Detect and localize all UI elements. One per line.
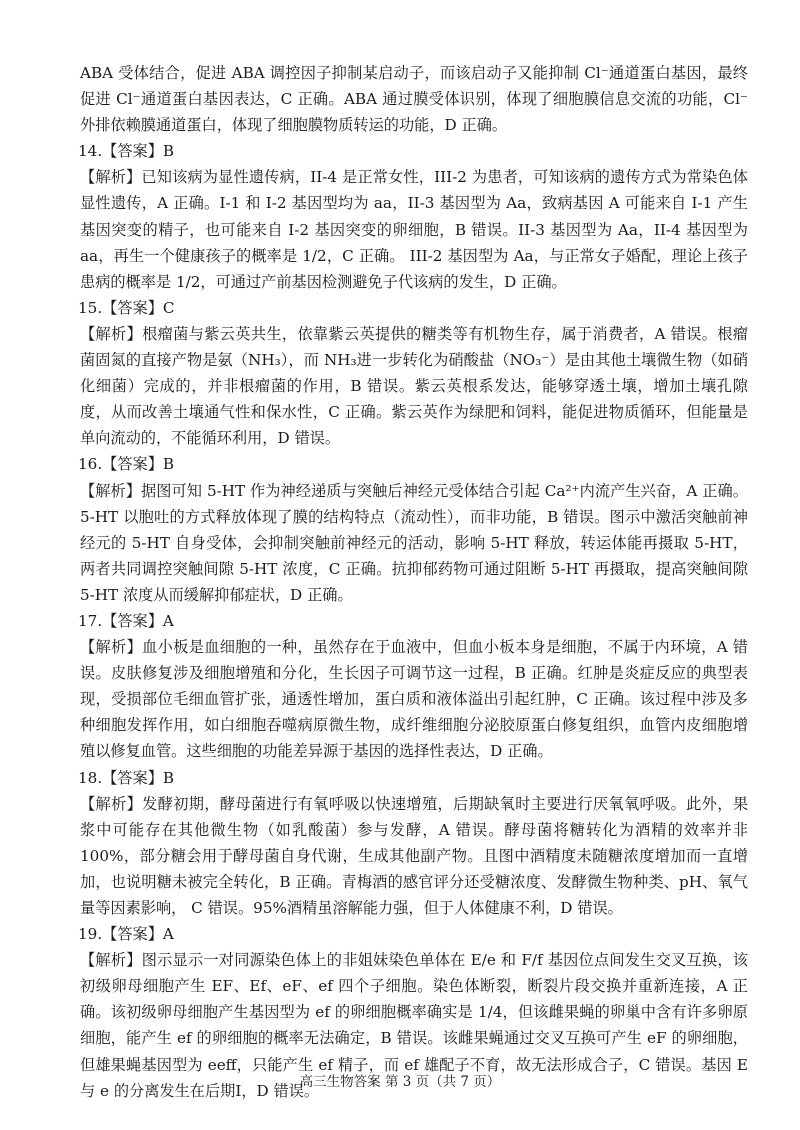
- question-number: 18.: [78, 768, 103, 787]
- answer-line: [78, 608, 748, 634]
- answer-line: [78, 451, 748, 477]
- answer-label: 【答案】: [102, 611, 163, 630]
- analysis-paragraph: 【解析】根瘤菌与紫云英共生，依靠紫云英提供的糖类等有机物生存，属于消费者，A 错误。根瘤菌固氮的直接产物是氨（NH₃），而 NH₃进一步转化为硝酸盐（NO₃⁻）是由其他土壤微生物（如硝化细菌）完成的，并非根瘤菌的作用，B 错误。紫云英根系发达，能够穿透土壤，增加土壤孔隙度，从而改善土壤通气性和保水性，C 正确。紫云英作为绿肥和饲料，能促进物质循环，但能量是单向流动的，不能循环利用，D 错误。: [80, 324, 748, 448]
- answer-line: [78, 765, 748, 791]
- answer-label: 【答案】: [102, 925, 163, 944]
- question-number: 16.: [78, 455, 103, 474]
- page-footer: 高三生物答案 第 3 页（共 7 页）: [299, 1074, 501, 1090]
- answer-label: 【答案】: [102, 768, 163, 787]
- answer-value: A: [162, 925, 174, 944]
- analysis-paragraph: 【解析】发酵初期，酵母菌进行有氧呼吸以快速增殖，后期缺氧时主要进行厌氧氧呼吸。此外，果浆中可能存在其他微生物（如乳酸菌）参与发酵，A 错误。酵母菌将糖转化为酒精的效率并非 100%，部分糖会用于酵母菌自身代谢，生成其他副产物。且图中酒精度未随糖浓度增加而一直增加，也说明糖未被完全转化，B 正确。青梅酒的感官评分还受糖浓度、发酵微生物种类、pH、氧气量等因素影响， C 错误。95%酒精虽溶解能力强，但于人体健康不利，D 错误。: [80, 794, 748, 917]
- analysis-paragraph: 【解析】已知该病为显性遗传病，II-4 是正常女性，III-2 为患者，可知该病的遗传方式为常染色体显性遗传，A 正确。I-1 和 I-2 基因型均为 aa，II-3 基因型为 Aa，致病基因 A 可能来自 I-1 产生基因突变的精子，也可能来自 I-2 基因突变的卵细胞，B 错误。II-3 基因型为 Aa，II-4 基因型为 aa，再生一个健康孩子的概率是 1/2，C 正确。 III-2 基因型为 Aa，与正常女子婚配，理论上孩子患病的概率是 1/2，可通过产前基因检测避免子代该病的发生，D 正确。: [80, 168, 748, 291]
- question-15: [80, 295, 748, 452]
- answer-label: 【答案】: [102, 298, 163, 317]
- answer-value: B: [162, 455, 175, 474]
- question-17: [80, 608, 748, 765]
- question-number: 17.: [78, 611, 103, 630]
- analysis-paragraph: 【解析】图示显示一对同源染色体上的非姐妹染色单体在 E/e 和 F/f 基因位点间发生交叉互换，该初级卵母细胞产生 EF、Ef、eF、ef 四个子细胞。染色体断裂，断裂片段交换并重新连接，A 正确。该初级卵母细胞产生基因型为 ef 的卵细胞概率确实是 1/4，但该雌果蝇的卵巢中含有许多卵原细胞，能产生 ef 的卵细胞的概率无法确定，B 错误。该雌果蝇通过交叉互换可产生 eF 的卵细胞，但雄果蝇基因型为 eeff，只能产生 ef 精子，而 ef 雄配子不育，故无法形成合子，C 错误。基因 E 与 e 的分离发生在后期I，D 错误。: [80, 951, 748, 1100]
- analysis-paragraph: 【解析】据图可知 5-HT 作为神经递质与突触后神经元受体结合引起 Ca²⁺内流产生兴奋，A 正确。5-HT 以胞吐的方式释放体现了膜的结构特点（流动性），而非功能，B 错误。图示中激活突触前神经元的 5-HT 自身受体，会抑制突触前神经元的活动，影响 5-HT 释放，转运体能再摄取 5-HT，两者共同调控突触间隙 5-HT 浓度，C 正确。抗抑郁药物可通过阻断 5-HT 再摄取，提高突触间隙 5-HT 浓度从而缓解抑郁症状，D 正确。: [80, 481, 748, 604]
- question-number: 14.: [78, 142, 103, 161]
- answer-value: A: [162, 611, 174, 630]
- answer-value: C: [162, 298, 175, 317]
- question-number: 15.: [78, 298, 103, 317]
- answer-line: [78, 921, 748, 947]
- intro-paragraph: ABA 受体结合，促进 ABA 调控因子抑制某启动子，而该启动子又能抑制 Cl⁻通道蛋白基因，最终促进 Cl⁻通道蛋白基因表达，C 正确。ABA 通过膜受体识别，体现了细胞膜信息交流的功能，Cl⁻外排依赖膜通道蛋白，体现了细胞膜物质转运的功能，D 正确。: [80, 64, 748, 135]
- answer-line: [78, 138, 748, 164]
- question-14: [80, 138, 748, 295]
- answer-value: B: [162, 142, 175, 161]
- answer-label: 【答案】: [102, 142, 163, 161]
- question-16: [80, 451, 748, 608]
- answer-label: 【答案】: [102, 455, 163, 474]
- question-18: [80, 765, 748, 922]
- question-number: 19.: [78, 925, 103, 944]
- answer-line: [78, 295, 748, 321]
- answer-value: B: [162, 768, 175, 787]
- analysis-paragraph: 【解析】血小板是血细胞的一种，虽然存在于血液中，但血小板本身是细胞，不属于内环境，A 错误。皮肤修复涉及细胞增殖和分化，生长因子可调节这一过程，B 正确。红肿是炎症反应的典型表现，受损部位毛细血管扩张，通透性增加，蛋白质和液体溢出引起红肿，C 正确。该过程中涉及多种细胞发挥作用，如白细胞吞噬病原微生物，成纤维细胞分泌胶原蛋白修复组织，血管内皮细胞增殖以修复血管。这些细胞的功能差异源于基因的选择性表达，D 正确。: [80, 638, 748, 761]
